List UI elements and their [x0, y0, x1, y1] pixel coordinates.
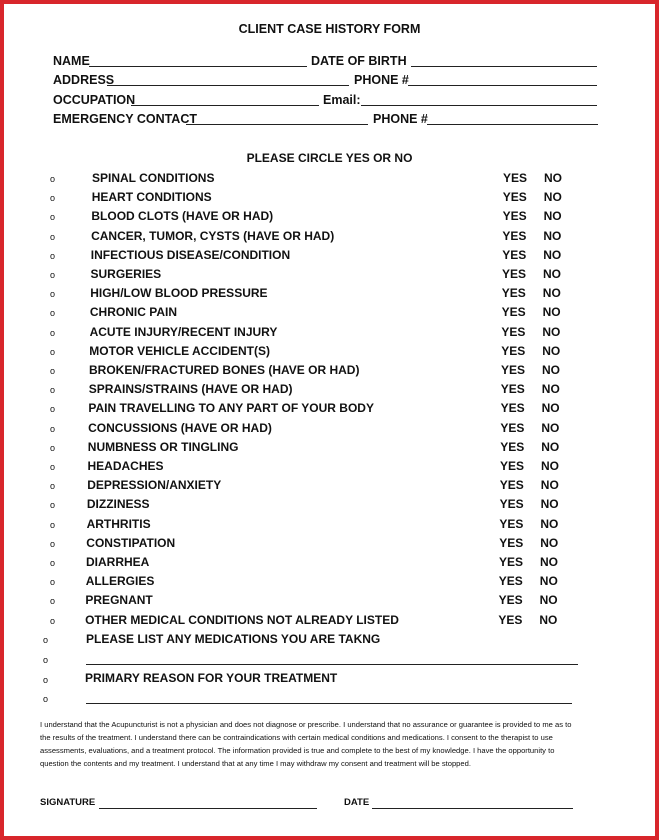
no-option[interactable]: NO	[540, 516, 559, 531]
no-option[interactable]: NO	[541, 439, 560, 454]
yes-option[interactable]: YES	[499, 478, 524, 493]
no-option[interactable]: NO	[543, 190, 562, 205]
bullet-icon: o	[50, 289, 56, 300]
yes-option[interactable]: YES	[499, 497, 524, 512]
yes-option[interactable]: YES	[500, 382, 525, 397]
bullet-icon: o	[50, 270, 56, 280]
yes-option[interactable]: YES	[501, 324, 526, 339]
condition-label: ALLERGIES	[85, 574, 155, 589]
phone2-field[interactable]	[427, 124, 598, 125]
bullet-icon: o	[43, 694, 49, 704]
bullet-icon: o	[50, 212, 56, 223]
no-option[interactable]: NO	[540, 478, 559, 493]
condition-label: PAIN TRAVELLING TO ANY PART OF YOUR BODY	[88, 401, 374, 416]
bullet-icon: o	[43, 675, 49, 685]
medications-field[interactable]	[86, 664, 578, 665]
yes-option[interactable]: YES	[498, 612, 523, 627]
no-option[interactable]: NO	[544, 171, 562, 185]
yes-option[interactable]: YES	[500, 401, 525, 416]
condition-label: NUMBNESS OR TINGLING	[87, 439, 239, 454]
yes-option[interactable]: YES	[500, 459, 525, 473]
bullet-icon: o	[50, 193, 56, 204]
form-title: CLIENT CASE HISTORY FORM	[238, 22, 421, 36]
occupation-label: OCCUPATION	[53, 93, 136, 107]
bullet-icon: o	[50, 615, 56, 626]
condition-label: SPRAINS/STRAINS (HAVE OR HAD)	[88, 382, 293, 397]
condition-label: DIZZINESS	[86, 497, 150, 512]
condition-label: ACUTE INJURY/RECENT INJURY	[89, 324, 278, 339]
no-option[interactable]: NO	[542, 305, 561, 320]
address-field[interactable]	[107, 85, 349, 86]
phone-field[interactable]	[408, 85, 597, 86]
no-option[interactable]: NO	[540, 555, 558, 569]
no-option[interactable]: NO	[542, 363, 560, 377]
email-label: Email:	[323, 93, 361, 107]
condition-label: INFECTIOUS DISEASE/CONDITION	[90, 247, 291, 262]
bullet-icon: o	[43, 635, 49, 645]
condition-label: ARTHRITIS	[86, 516, 151, 531]
condition-label: HEART CONDITIONS	[91, 190, 212, 205]
bullet-icon: o	[50, 500, 56, 511]
bullet-icon: o	[50, 462, 56, 472]
condition-label: PREGNANT	[85, 593, 153, 608]
bullet-icon: o	[50, 404, 56, 415]
bullet-icon: o	[50, 366, 56, 376]
dob-field[interactable]	[411, 66, 597, 67]
no-option[interactable]: NO	[542, 343, 561, 358]
yes-option[interactable]: YES	[499, 516, 524, 531]
condition-label: SURGERIES	[90, 267, 162, 281]
condition-label: BROKEN/FRACTURED BONES (HAVE OR HAD)	[89, 363, 360, 377]
medications-prompt: PLEASE LIST ANY MEDICATIONS YOU ARE TAKNG	[86, 632, 381, 646]
bullet-icon: o	[50, 174, 56, 184]
condition-label: HEADACHES	[87, 459, 164, 473]
condition-label: OTHER MEDICAL CONDITIONS NOT ALREADY LISTED	[85, 612, 399, 627]
bullet-icon: o	[50, 577, 56, 588]
date-field[interactable]	[372, 808, 573, 809]
yes-option[interactable]: YES	[502, 267, 527, 281]
no-option[interactable]: NO	[541, 459, 559, 473]
primary-reason-label: PRIMARY REASON FOR YOUR TREATMENT	[85, 671, 338, 685]
condition-label: BLOOD CLOTS (HAVE OR HAD)	[91, 209, 274, 224]
signature-label: SIGNATURE	[40, 797, 96, 808]
yes-option[interactable]: YES	[501, 363, 526, 377]
condition-label: DEPRESSION/ANXIETY	[87, 478, 222, 493]
no-option[interactable]: NO	[541, 420, 560, 435]
date-label: DATE	[344, 797, 370, 808]
yes-option[interactable]: YES	[500, 420, 525, 435]
no-option[interactable]: NO	[541, 382, 560, 397]
no-option[interactable]: NO	[539, 574, 558, 589]
bullet-icon: o	[50, 596, 56, 607]
no-option[interactable]: NO	[539, 593, 558, 608]
yes-option[interactable]: YES	[503, 171, 528, 185]
yes-option[interactable]: YES	[499, 535, 524, 550]
yes-option[interactable]: YES	[498, 574, 523, 589]
bullet-icon: o	[50, 538, 56, 549]
condition-label: CONSTIPATION	[86, 535, 176, 550]
primary-reason-field[interactable]	[86, 703, 572, 704]
condition-label: HIGH/LOW BLOOD PRESSURE	[90, 286, 268, 301]
yes-option[interactable]: YES	[502, 228, 527, 243]
yes-option[interactable]: YES	[498, 593, 523, 608]
phone2-label: PHONE #	[373, 112, 428, 126]
signature-field[interactable]	[99, 808, 317, 809]
no-option[interactable]: NO	[540, 535, 559, 550]
bullet-icon: o	[50, 308, 56, 319]
emergency-contact-field[interactable]	[186, 124, 368, 125]
condition-label: SPINAL CONDITIONS	[92, 171, 215, 185]
bullet-icon: o	[50, 385, 56, 396]
no-option[interactable]: NO	[543, 267, 561, 281]
yes-option[interactable]: YES	[502, 247, 527, 262]
bullet-icon: o	[43, 655, 49, 665]
bullet-icon: o	[50, 250, 56, 261]
phone-label: PHONE #	[354, 73, 409, 87]
yes-option[interactable]: YES	[501, 343, 526, 358]
bullet-icon: o	[50, 231, 56, 242]
bullet-icon: o	[50, 442, 56, 453]
no-option[interactable]: NO	[540, 497, 559, 512]
bullet-icon: o	[50, 481, 56, 492]
yes-option[interactable]: YES	[501, 305, 526, 320]
occupation-field[interactable]	[131, 105, 319, 106]
bullet-icon: o	[50, 558, 56, 568]
no-option[interactable]: NO	[541, 401, 560, 416]
emergency-contact-label: EMERGENCY CONTACT	[53, 112, 197, 126]
bullet-icon: o	[50, 327, 56, 338]
condition-label: CONCUSSIONS (HAVE OR HAD)	[88, 420, 272, 435]
condition-label: MOTOR VEHICLE ACCIDENT(S)	[89, 343, 270, 358]
name-field[interactable]	[89, 66, 307, 67]
consent-text: I understand that the Acupuncturist is not a physician and does not diagnose or prescribe. I understand that no assurance or guarantee is provided to me as to the results of the treatment. I understand there can be contraindications with certain medical conditions and medications. I consent to the therapist to use assessments, evaluations, and a treatment protocol. The information provided is true and complete to the best of my knowledge. I have the opportunity to question the contents and my treatment. I understand that at any time I may withdraw my consent and treatment will be stopped.	[40, 720, 572, 768]
condition-label: DIARRHEA	[86, 555, 150, 569]
instruction-text: PLEASE CIRCLE YES OR NO	[246, 151, 413, 165]
bullet-icon: o	[50, 519, 56, 530]
no-option[interactable]: NO	[543, 247, 562, 262]
no-option[interactable]: NO	[543, 228, 562, 243]
no-option[interactable]: NO	[542, 324, 561, 339]
condition-label: CHRONIC PAIN	[89, 305, 178, 320]
no-option[interactable]: NO	[542, 286, 561, 301]
yes-option[interactable]: YES	[499, 555, 524, 569]
yes-option[interactable]: YES	[501, 286, 526, 301]
email-field[interactable]	[361, 105, 597, 106]
address-label: ADDRESS	[53, 73, 115, 87]
bullet-icon: o	[50, 423, 56, 434]
name-label: NAME	[53, 54, 90, 68]
no-option[interactable]: NO	[539, 612, 558, 627]
no-option[interactable]: NO	[543, 209, 562, 224]
yes-option[interactable]: YES	[500, 439, 525, 454]
condition-label: CANCER, TUMOR, CYSTS (HAVE OR HAD)	[91, 228, 335, 243]
bullet-icon: o	[50, 346, 56, 357]
yes-option[interactable]: YES	[502, 190, 527, 205]
yes-option[interactable]: YES	[502, 209, 527, 224]
dob-label: DATE OF BIRTH	[311, 54, 407, 68]
